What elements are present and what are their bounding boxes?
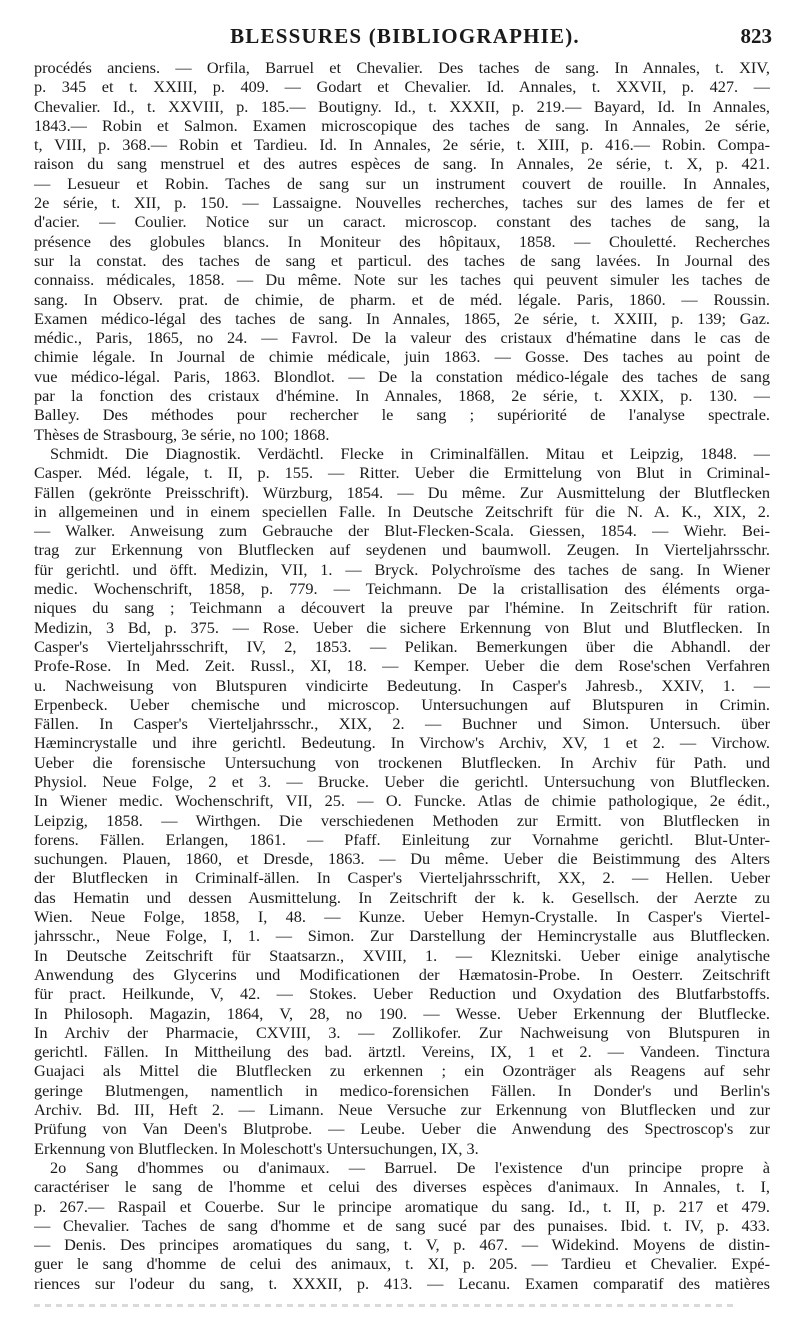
- text-line: Examen médico-légal des taches de sang. In Annales, 1865, 2e série, t. XXIII, p. 139; Gaz.: [34, 308, 770, 328]
- page-number: 823: [740, 24, 772, 48]
- running-title: BLESSURES (BIBLIOGRAPHIE).: [230, 24, 580, 48]
- text-line: raison du sang menstruel et des autres espèces de sang. In Annales, 2e série, t. X, p. 421.: [34, 154, 770, 174]
- text-line: sang. In Observ. prat. de chimie, de pharm. et de méd. légale. Paris, 1860. — Roussin.: [34, 289, 770, 309]
- text-line: Leipzig, 1858. — Wirthgen. Die verschiedenen Methoden zur Ermitt. von Blutflecken in: [34, 810, 770, 830]
- text-line: forens. Fällen. Erlangen, 1861. — Pfaff. Einleitung zur Vornahme gerichtl. Blut-Unter-: [34, 829, 770, 849]
- text-line: 2e série, t. XII, p. 150. — Lassaigne. Nouvelles recherches, taches sur des lames de fer et: [34, 193, 770, 213]
- text-line: Balley. Des méthodes pour rechercher le sang ; supériorité de l'analyse spectrale.: [34, 405, 770, 425]
- text-line: guer le sang d'homme de celui des animaux, t. XI, p. 205. — Tardieu et Chevalier. Expé-: [34, 1254, 770, 1274]
- text-line: d'acier. — Coulier. Notice sur un caract. microscop. constant des taches de sang, la: [34, 212, 770, 232]
- text-line: procédés anciens. — Orfila, Barruel et Chevalier. Des taches de sang. In Annales, t. XIV,: [34, 58, 770, 77]
- page-header: [30, 24, 780, 52]
- footer-scan-noise: [34, 1304, 734, 1307]
- text-line: In Archiv der Pharmacie, CXVIII, 3. — Zollikofer. Zur Nachweisung von Blutspuren in: [34, 1022, 770, 1042]
- text-line: medic. Wochenschrift, 1858, p. 779. — Teichmann. De la cristallisation des éléments orga-: [34, 579, 770, 599]
- text-line: — Lesueur et Robin. Taches de sang sur un instrument couvert de rouille. In Annales,: [34, 173, 770, 193]
- text-line: — Walker. Anweisung zum Gebrauche der Blut-Flecken-Scala. Giessen, 1854. — Wiehr. Bei-: [34, 521, 770, 541]
- text-line: In Wiener medic. Wochenschrift, VII, 25. — O. Funcke. Atlas de chimie pathologique, 2e édit.,: [34, 791, 770, 811]
- text-line: Medizin, 3 Bd, p. 375. — Rose. Ueber die sichere Erkennung von Blut und Blutflecken. In: [34, 617, 770, 637]
- text-line: 2o Sang d'hommes ou d'animaux. — Barruel. De l'existence d'un principe propre à: [50, 1157, 770, 1177]
- text-line: Prüfung von Van Deen's Blutprobe. — Leube. Ueber die Anwendung des Spectroscop's zur: [34, 1119, 770, 1139]
- text-line: présence des globules blancs. In Moniteur des hôpitaux, 1858. — Chouletté. Recherches: [34, 231, 770, 251]
- text-line: Thèses de Strasbourg, 3e série, no 100; 1868.: [34, 424, 330, 444]
- text-line: In Deutsche Zeitschrift für Staatsarzn., XVIII, 1. — Kleznitski. Ueber einige analytische: [34, 945, 770, 965]
- text-line: connaiss. médicales, 1858. — Du même. Note sur les taches qui peuvent simuler les taches de: [34, 270, 770, 290]
- text-line: Chevalier. Id., t. XXVIII, p. 185.— Boutigny. Id., t. XXXII, p. 219.— Bayard, Id. In Annales,: [34, 96, 770, 116]
- text-line: jahrsschr., Neue Folge, I, 1. — Simon. Zur Darstellung der Hemincrystalle aus Blutflecken.: [34, 926, 770, 946]
- text-line: Wien. Neue Folge, 1858, I, 48. — Kunze. Ueber Hemyn-Crystalle. In Casper's Viertel-: [34, 907, 770, 927]
- text-line: das Hematin und dessen Ausmittelung. In Zeitschrift der k. k. Gesellsch. der Aerzte zu: [34, 887, 770, 907]
- text-line: in allgemeinen und in einem speciellen Falle. In Deutsche Zeitschrift für die N. A. K., XIX, 2.: [34, 501, 770, 521]
- text-line: Profe-Rose. In Med. Zeit. Russl., XI, 18. — Kemper. Ueber die dem Rose'schen Verfahren: [34, 656, 770, 676]
- text-line: — Denis. Des principes aromatiques du sang, t. V, p. 467. — Widekind. Moyens de distin-: [34, 1235, 770, 1255]
- bibliography-text: [34, 58, 770, 1293]
- text-line: Guajaci als Mittel die Blutflecken zu erkennen ; ein Ozonträger als Reagens auf sehr: [34, 1061, 770, 1081]
- text-line: t, VIII, p. 368.— Robin et Tardieu. Id. In Annales, 2e série, t. XIII, p. 416.— Robin. Compa-: [34, 135, 770, 155]
- text-line: der Blutflecken in Criminalf-ällen. In Casper's Vierteljahrsschrift, XX, 2. — Hellen. Ueber: [34, 868, 770, 888]
- text-line: niques du sang ; Teichmann a découvert la preuve par l'hémine. In Zeitschrift für ration.: [34, 598, 770, 618]
- text-line: caractériser le sang de l'homme et celui des diverses espèces d'animaux. In Annales, t. I,: [34, 1177, 770, 1197]
- text-line: Fällen. In Casper's Vierteljahrsschr., XIX, 2. — Buchner und Simon. Untersuch. über: [34, 714, 770, 734]
- text-line: Physiol. Neue Folge, 2 et 3. — Brucke. Ueber die gerichtl. Untersuchung von Blutflecken.: [34, 771, 770, 791]
- text-line: trag zur Erkennung von Blutflecken auf seydenen und baumwoll. Zeugen. In Vierteljahrsschr.: [34, 540, 770, 560]
- text-line: für gerichtl. und öfft. Medizin, VII, 1. — Bryck. Polychroïsme des taches de sang. In Wiener: [34, 559, 770, 579]
- text-line: riences sur l'odeur du sang, t. XXXII, p. 413. — Lecanu. Examen comparatif des matières: [34, 1273, 770, 1293]
- text-line: u. Nachweisung von Blutspuren vindicirte Bedeutung. In Casper's Jahresb., XXIV, 1. —: [34, 675, 770, 695]
- text-line: In Philosoph. Magazin, 1864, V, 28, no 190. — Wesse. Ueber Erkennung der Blutflecke.: [34, 1003, 770, 1023]
- text-line: Ueber die forensische Untersuchung von trockenen Blutflecken. In Archiv für Path. und: [34, 752, 770, 772]
- text-line: suchungen. Plauen, 1860, et Dresde, 1863. — Du même. Ueber die Beistimmung des Alters: [34, 849, 770, 869]
- text-line: chimie légale. In Journal de chimie médicale, juin 1863. — Gosse. Des taches au point de: [34, 347, 770, 367]
- text-line: p. 345 et t. XXIII, p. 409. — Godart et Chevalier. Id. Annales, t. XXVII, p. 427. —: [34, 77, 770, 97]
- text-line: Casper's Vierteljahrsschrift, IV, 2, 1853. — Pelikan. Bemerkungen über die Abhandl. der: [34, 636, 770, 656]
- text-line: Erpenbeck. Ueber chemische und microscop. Untersuchungen auf Blutspuren in Crimin.: [34, 694, 770, 714]
- text-line: 1843.— Robin et Salmon. Examen microscopique des taches de sang. In Annales, 2e série,: [34, 115, 770, 135]
- text-line: Hæmincrystalle und ihre gerichtl. Bedeutung. In Virchow's Archiv, XV, 1 et 2. — Virchow.: [34, 733, 770, 753]
- text-line: p. 267.— Raspail et Couerbe. Sur le principe aromatique du sang. Id., t. II, p. 217 et 479.: [34, 1196, 770, 1216]
- text-line: vue médico-légal. Paris, 1863. Blondlot. — De la constation médico-légale des taches de sang: [34, 366, 770, 386]
- text-line: Casper. Méd. légale, t. II, p. 155. — Ritter. Ueber die Ermittelung von Blut in Criminal-: [34, 463, 770, 483]
- text-line: für pract. Heilkunde, V, 42. — Stokes. Ueber Reduction und Oxydation des Blutfarbstoffs.: [34, 984, 770, 1004]
- text-line: sur la constat. des taches de sang et particul. des taches de sang lavées. In Journal des: [34, 250, 770, 270]
- text-line: Erkennung von Blutflecken. In Moleschott's Untersuchungen, IX, 3.: [34, 1138, 479, 1158]
- text-line: par la fonction des cristaux d'hémine. In Annales, 1868, 2e série, t. XXIX, p. 130. —: [34, 386, 770, 406]
- text-line: gerichtl. Fällen. In Mittheilung des bad. ärtztl. Vereins, IX, 1 et 2. — Vandeen. Tinctura: [34, 1042, 770, 1062]
- text-line: Schmidt. Die Diagnostik. Verdächtl. Flecke in Criminalfällen. Mitau et Leipzig, 1848. —: [50, 443, 770, 463]
- text-line: — Chevalier. Taches de sang d'homme et de sang sucé par des punaises. Ibid. t. IV, p. 433.: [34, 1215, 770, 1235]
- text-line: Fällen (gekrönte Preisschrift). Würzburg, 1854. — Du même. Zur Ausmittelung der Blutflecken: [34, 482, 770, 502]
- text-line: geringe Blutmengen, namentlich in medico-forensichen Fällen. In Donder's und Berlin's: [34, 1080, 770, 1100]
- text-line: Archiv. Bd. III, Heft 2. — Limann. Neue Versuche zur Erkennung von Blutflecken und zur: [34, 1100, 770, 1120]
- text-line: médic., Paris, 1865, no 24. — Favrol. De la valeur des cristaux d'hématine dans le cas de: [34, 328, 770, 348]
- text-line: Anwendung des Glycerins und Modificationen der Hæmatosin-Probe. In Oesterr. Zeitschrift: [34, 964, 770, 984]
